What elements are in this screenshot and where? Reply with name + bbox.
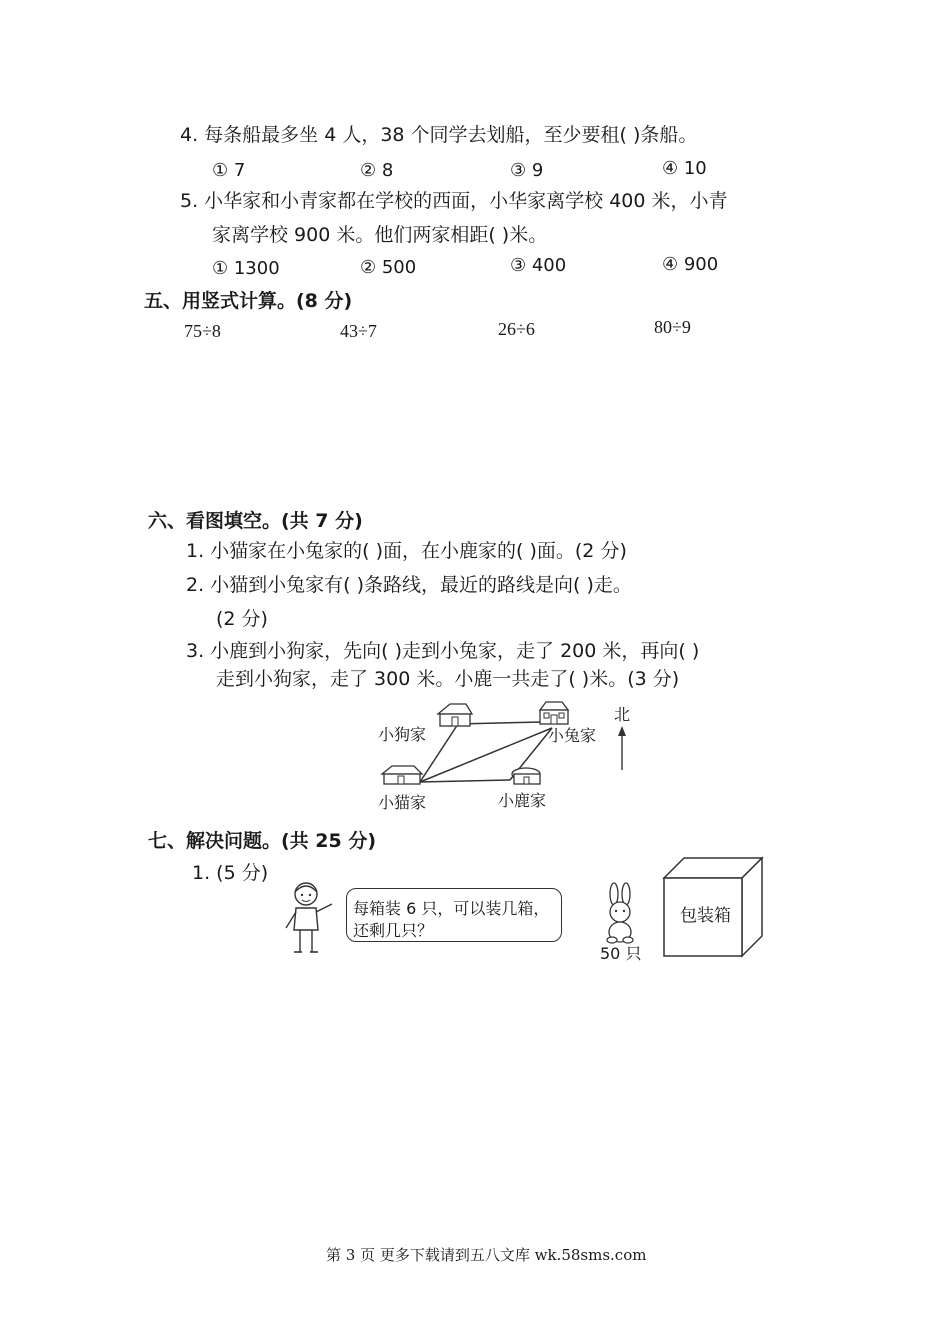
section6-q1: 1. 小猫家在小兔家的( )面，在小鹿家的( )面。(2 分): [186, 540, 627, 562]
speech-line-1: 每箱装 6 只，可以装几箱，: [353, 899, 550, 918]
speech-bubble: [346, 888, 562, 942]
section5-heading: 五、用竖式计算。(8 分): [144, 290, 353, 312]
map-label-cat-home: 小猫家: [378, 793, 427, 812]
calc-problem-1: 75÷8: [184, 321, 221, 341]
map-label-rabbit-home: 小兔家: [548, 726, 597, 745]
section6-q2-line2: (2 分): [216, 608, 268, 630]
rabbit-house-icon: [540, 702, 568, 724]
calc-problem-4: 80÷9: [654, 317, 691, 337]
q5-option-4: ④ 900: [662, 254, 719, 275]
direction-map: [360, 698, 650, 818]
cat-house-icon: [382, 766, 422, 784]
box-label: 包装箱: [680, 906, 731, 926]
q5-option-1: ① 1300: [212, 258, 280, 279]
section6-q2-line1: 2. 小猫到小兔家有( )条路线，最近的路线是向( )走。: [186, 574, 632, 596]
toy-count: 50 只: [600, 944, 642, 963]
rabbit-toy-icon: [600, 882, 640, 944]
section7-heading: 七、解决问题。(共 25 分): [148, 830, 377, 852]
q4-option-1: ① 7: [212, 160, 246, 181]
page-footer: 第 3 页 更多下载请到五八文库 wk.58sms.com: [326, 1246, 647, 1264]
q4-text: 4. 每条船最多坐 4 人，38 个同学去划船，至少要租( )条船。: [180, 124, 698, 146]
section7-q1-label: 1. (5 分): [192, 862, 269, 884]
section6-q3-line2: 走到小狗家，走了 300 米。小鹿一共走了( )米。(3 分): [216, 668, 680, 690]
q5-line1: 5. 小华家和小青家都在学校的西面，小华家离学校 400 米，小青: [180, 190, 728, 212]
speech-line-2: 还剩几只？: [353, 921, 434, 940]
calc-problem-2: 43÷7: [340, 321, 377, 341]
north-label: 北: [614, 705, 631, 724]
q4-option-4: ④ 10: [662, 158, 707, 179]
dog-house-icon: [438, 704, 472, 726]
deer-house-icon: [512, 768, 540, 784]
route-cat-deer: [420, 780, 510, 782]
north-arrow-icon: [618, 726, 626, 770]
q4-option-2: ② 8: [360, 160, 394, 181]
q5-line2: 家离学校 900 米。他们两家相距( )米。: [212, 224, 548, 246]
child-figure-icon: [280, 880, 342, 958]
section6-q3-line1: 3. 小鹿到小狗家，先向( )走到小兔家，走了 200 米，再向( ): [186, 640, 700, 662]
section6-heading: 六、看图填空。(共 7 分): [148, 510, 363, 532]
map-label-deer-home: 小鹿家: [498, 791, 547, 810]
q4-option-3: ③ 9: [510, 160, 544, 181]
calc-problem-3: 26÷6: [498, 319, 535, 339]
q5-option-2: ② 500: [360, 257, 417, 278]
q5-option-3: ③ 400: [510, 255, 567, 276]
map-label-dog-home: 小狗家: [378, 725, 427, 744]
